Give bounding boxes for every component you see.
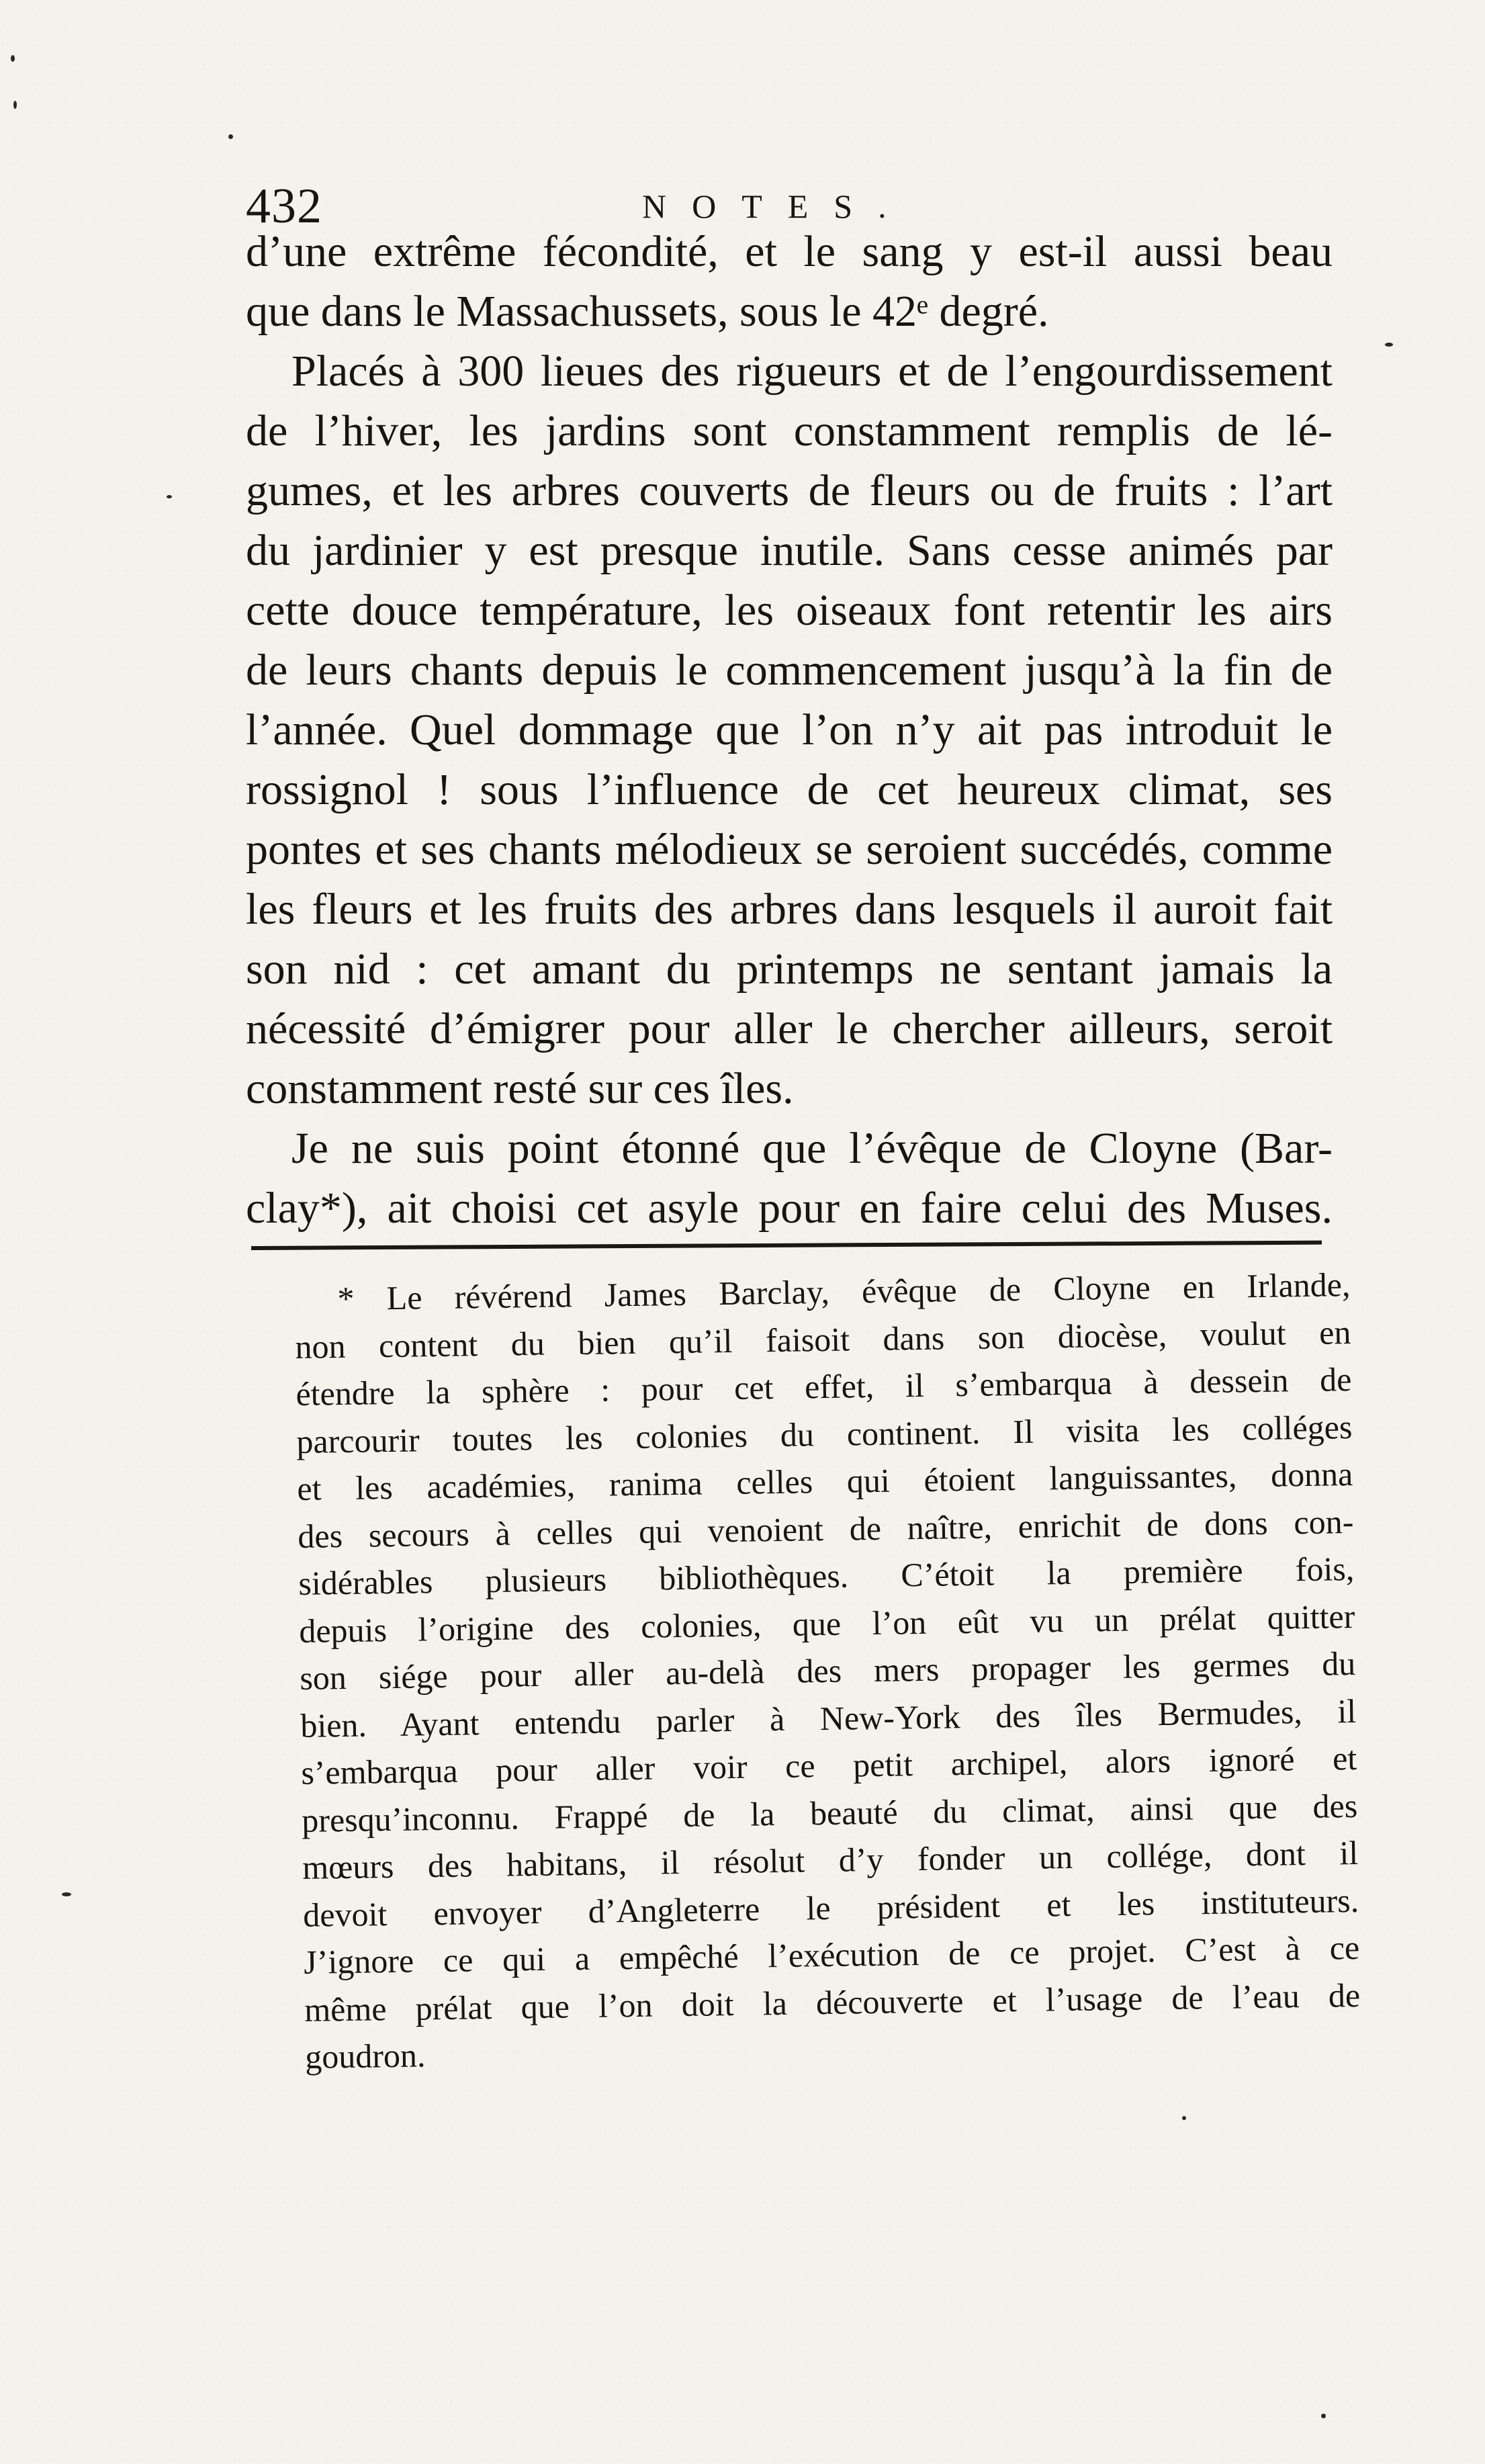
- scan-speck: [228, 134, 233, 139]
- main-text-line: clay*), ait choisi cet asyle pour en faire celui des Muses.: [246, 1184, 1333, 1233]
- scan-speck: [1385, 343, 1393, 347]
- scan-speck: [167, 495, 172, 498]
- footnote-line: des secours à celles qui venoient de naître, enrichit de dons con-: [298, 1502, 1354, 1555]
- footnote-line: son siége pour aller au-delà des mers propager les germes du: [299, 1644, 1356, 1697]
- footnote-line: bien. Ayant entendu parler à New-York des îles Bermudes, il: [300, 1691, 1357, 1745]
- footnote-line: J’ignore ce qui a empêché l’exécution de ce projet. C’est à ce: [303, 1928, 1360, 1981]
- main-text-line: cette douce température, les oiseaux font retentir les airs: [246, 586, 1333, 635]
- footnote-line: presqu’inconnu. Frappé de la beauté du climat, ainsi que des: [301, 1786, 1358, 1839]
- main-text-line: Placés à 300 lieues des rigueurs et de l’engourdissement: [291, 347, 1333, 396]
- main-text-line: de leurs chants depuis le commencement jusqu’à la fin de: [246, 646, 1333, 695]
- scan-speck: [1321, 2414, 1326, 2418]
- footnote-line: s’embarqua pour aller voir ce petit archipel, alors ignoré et: [300, 1739, 1357, 1792]
- footnote-line: non content du bien qu’il faisoit dans son diocèse, voulut en: [295, 1313, 1351, 1366]
- main-text-line: constamment resté sur ces îles.: [246, 1064, 794, 1113]
- footnote-line: étendre la sphère : pour cet effet, il s’embarqua à dessein de: [296, 1360, 1352, 1413]
- footnote-line: parcourir toutes les colonies du continent. Il visita les colléges: [296, 1407, 1353, 1460]
- footnote-block: [294, 1261, 1361, 2080]
- main-text-line: rossignol ! sous l’influence de cet heureux climat, ses: [246, 765, 1333, 814]
- main-text-line: que dans le Massachussets, sous le 42ᵉ degré.: [246, 287, 1049, 336]
- main-text-line: nécessité d’émigrer pour aller le chercher ailleurs, seroit: [246, 1004, 1333, 1053]
- scan-speck: [1182, 2116, 1186, 2120]
- main-text-line: les fleurs et les fruits des arbres dans lesquels il auroit fait: [246, 885, 1333, 934]
- main-text-line: du jardinier y est presque inutile. Sans cesse animés par: [246, 526, 1333, 575]
- footnote-line: sidérables plusieurs bibliothèques. C’étoit la première fois,: [298, 1550, 1355, 1602]
- scan-speck: [62, 1892, 71, 1896]
- main-text-line: Je ne suis point étonné que l’évêque de Cloyne (Bar-: [291, 1124, 1333, 1173]
- main-text-line: pontes et ses chants mélodieux se seroient succédés, comme: [246, 825, 1333, 874]
- page-number: 432: [246, 179, 322, 234]
- main-text-block: [246, 222, 1333, 1238]
- footnote-line: devoit envoyer d’Angleterre le président et les instituteurs.: [302, 1881, 1359, 1934]
- footnote-line: depuis l’origine des colonies, que l’on eût vu un prélat quitter: [298, 1597, 1355, 1650]
- footnote-line: même prélat que l’on doit la découverte et l’usage de l’eau de: [304, 1976, 1361, 2029]
- footnote-line: * Le révérend James Barclay, évêque de Cloyne en Irlande,: [337, 1266, 1351, 1318]
- footnote-line: et les académies, ranima celles qui étoient languissantes, donna: [297, 1455, 1353, 1507]
- scan-speck: [13, 101, 17, 109]
- main-text-line: l’année. Quel dommage que l’on n’y ait pas introduit le: [246, 705, 1333, 754]
- footnote-line: goudron.: [304, 2036, 426, 2076]
- footnote-line: mœurs des habitans, il résolut d’y fonder un collége, dont il: [302, 1833, 1359, 1886]
- running-title: NOTES.: [642, 187, 912, 225]
- main-text-line: gumes, et les arbres couverts de fleurs ou de fruits : l’art: [246, 466, 1333, 515]
- scan-speck: [11, 55, 15, 62]
- main-text-line: de l’hiver, les jardins sont constamment remplis de lé-: [246, 406, 1333, 455]
- main-text-line: d’une extrême fécondité, et le sang y est-il aussi beau: [246, 227, 1333, 276]
- main-text-line: son nid : cet amant du printemps ne sentant jamais la: [246, 944, 1333, 994]
- footnote-divider-rule: [251, 1241, 1322, 1250]
